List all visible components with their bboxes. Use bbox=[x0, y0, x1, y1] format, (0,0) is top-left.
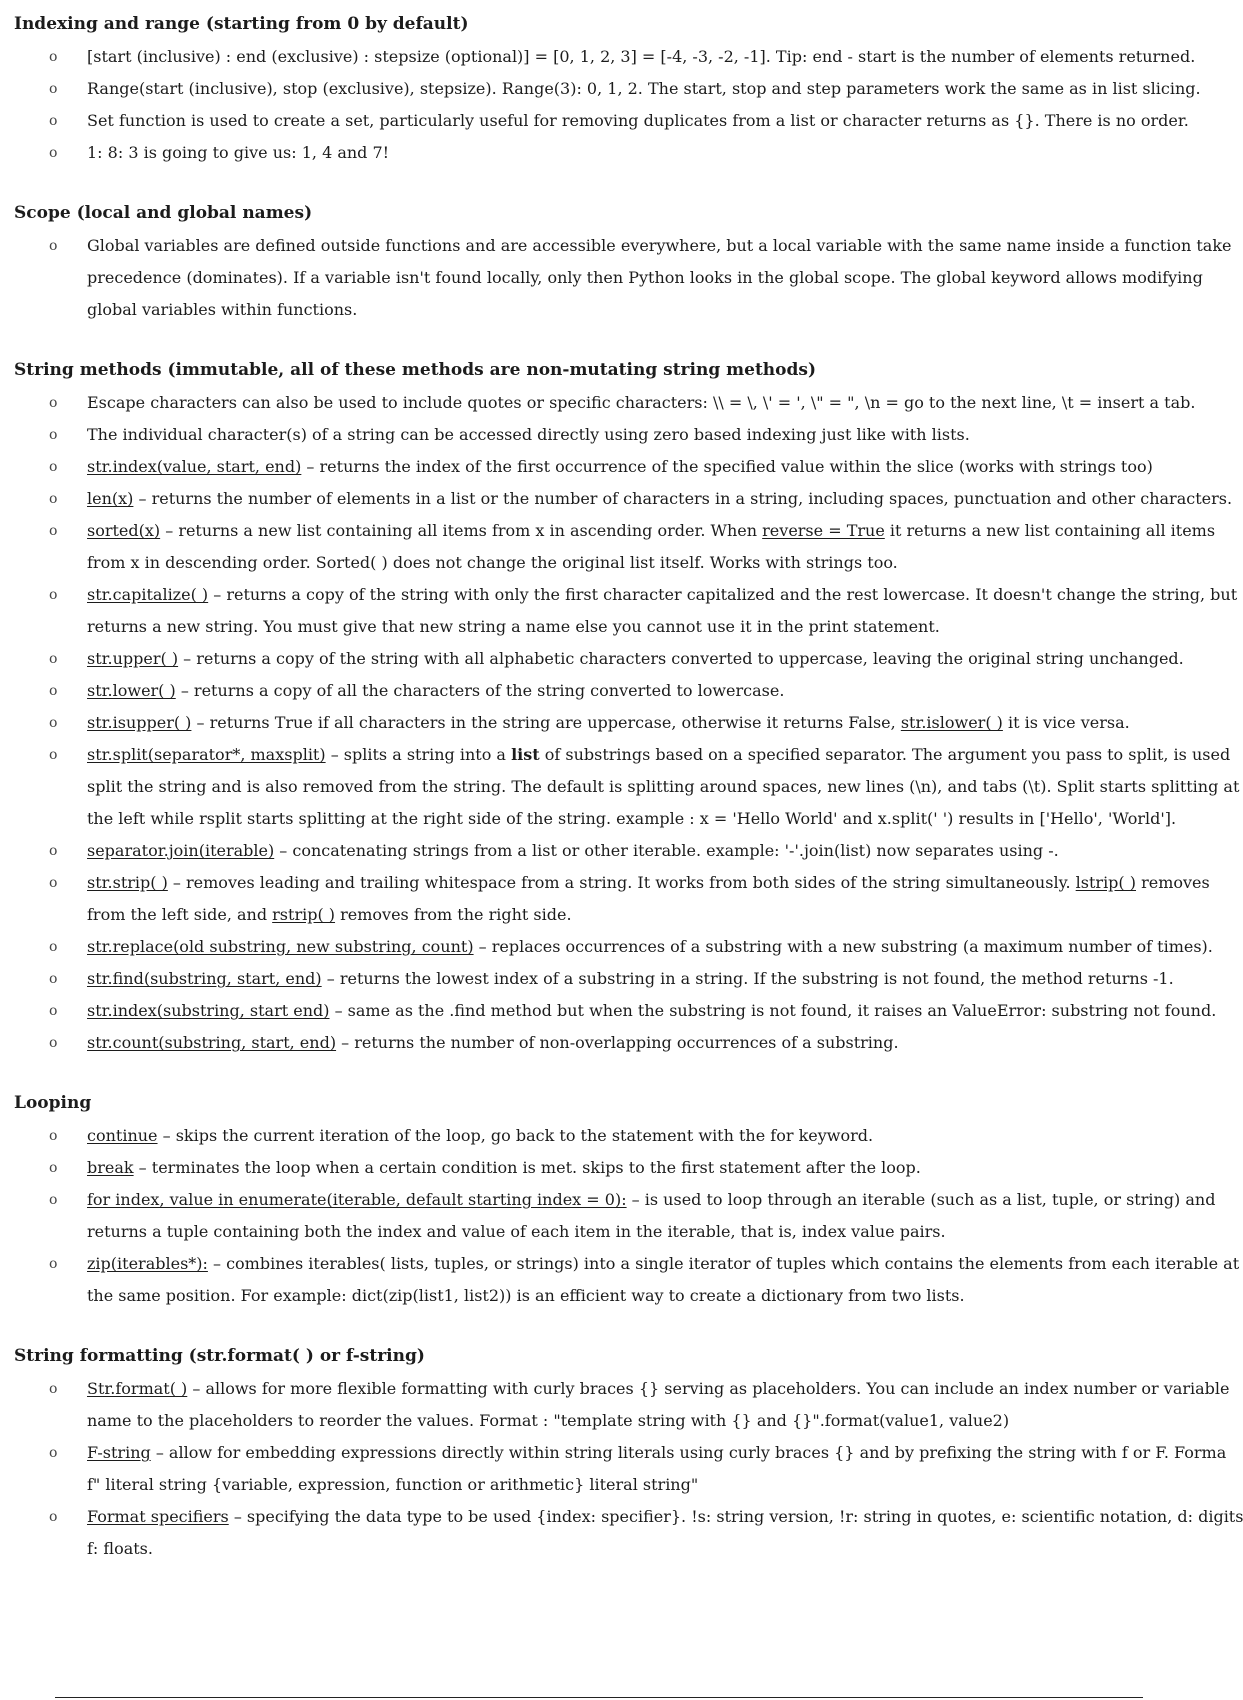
method-name: len(x) bbox=[87, 489, 134, 508]
method-name: str.upper( ) bbox=[87, 649, 179, 668]
method-name: reverse = True bbox=[762, 521, 885, 540]
text-line bbox=[87, 963, 1200, 995]
text-line bbox=[87, 294, 1200, 326]
body-text: returns a tuple containing both the index and value of each item in the iterable, that is, index value pairs. bbox=[87, 1222, 946, 1241]
text-line bbox=[87, 387, 1200, 419]
body-text: – returns the number of elements in a list or the number of characters in a string, including spaces, punctuation and other characters. bbox=[133, 489, 1233, 508]
section-looping bbox=[14, 1093, 1240, 1312]
method-name: str.isupper( ) bbox=[87, 713, 192, 732]
bullet-item bbox=[14, 230, 1232, 326]
method-name: zip(iterables*): bbox=[87, 1254, 208, 1273]
section-string-formatting-str-format-or-f-string bbox=[14, 1346, 1243, 1565]
body-text: – terminates the loop when a certain condition is met. skips to the first statement after the loop. bbox=[133, 1158, 921, 1177]
body-text: – replaces occurrences of a substring with a new substring (a maximum number of times). bbox=[473, 937, 1213, 956]
body-text: [start (inclusive) : end (exclusive) : stepsize (optional)] = [0, 1, 2, 3] = [-4, -3, -2, -1]. Tip: end - start is the number of elements returned. bbox=[87, 47, 1196, 66]
text-line bbox=[87, 611, 1200, 643]
bullet-list bbox=[14, 387, 1240, 1059]
section-heading: String formatting (str.format( ) or f-string) bbox=[14, 1346, 425, 1366]
method-name: str.find(substring, start, end) bbox=[87, 969, 322, 988]
bullet-item bbox=[14, 1027, 1200, 1059]
bullet-item bbox=[14, 867, 1210, 931]
body-text: – returns a new list containing all items from x in ascending order. When bbox=[160, 521, 763, 540]
method-name: str.strip( ) bbox=[87, 873, 168, 892]
body-text: 1: 8: 3 is going to give us: 1, 4 and 7! bbox=[87, 143, 390, 162]
text-line bbox=[87, 707, 1200, 739]
bullet-list bbox=[14, 41, 1200, 169]
text-line bbox=[87, 515, 1216, 547]
text-line bbox=[87, 1184, 1216, 1216]
body-text: name to the placeholders to reorder the values. Format : "template string with {} and {}".format(value1, value2) bbox=[87, 1411, 1010, 1430]
body-text: removes from the right side. bbox=[335, 905, 572, 924]
bullet-item bbox=[14, 835, 1200, 867]
body-text: the left while rsplit starts splitting at the right side of the string. example : x = 'Hello World' and x.split(' ') results in ['Hello', 'World']. bbox=[87, 809, 1177, 828]
body-text: – returns the number of non-overlapping occurrences of a substring. bbox=[336, 1033, 899, 1052]
body-text: – specifying the data type to be used {index: specifier}. !s: string version, !r: string in quotes, e: scientific notation, d: digits bbox=[228, 1507, 1243, 1526]
method-name: F-string bbox=[87, 1443, 151, 1462]
text-line bbox=[87, 73, 1200, 105]
text-line bbox=[87, 1027, 1200, 1059]
bullet-item bbox=[14, 41, 1200, 73]
method-name: separator.join(iterable) bbox=[87, 841, 275, 860]
bullet-item bbox=[14, 643, 1200, 675]
document-body bbox=[14, 14, 1243, 1599]
body-text: it is vice versa. bbox=[1002, 713, 1130, 732]
text-line bbox=[87, 579, 1238, 611]
bullet-item bbox=[14, 137, 1200, 169]
body-text: of substrings based on a specified separator. The argument you pass to split, is used bbox=[539, 745, 1231, 764]
bullet-item bbox=[14, 931, 1213, 963]
body-text: – returns the lowest index of a substring in a string. If the substring is not found, the method returns -1. bbox=[321, 969, 1174, 988]
text-line bbox=[87, 1120, 1200, 1152]
section-heading: Indexing and range (starting from 0 by default) bbox=[14, 14, 469, 34]
bullet-list bbox=[14, 230, 1232, 326]
bullet-item bbox=[14, 739, 1240, 835]
bullet-item bbox=[14, 995, 1217, 1027]
text-line bbox=[87, 1373, 1230, 1405]
bullet-list bbox=[14, 1373, 1243, 1565]
body-text: removes bbox=[1136, 873, 1210, 892]
bullet-item bbox=[14, 1248, 1240, 1312]
text-line bbox=[87, 739, 1231, 771]
text-line bbox=[87, 835, 1200, 867]
bullet-item bbox=[14, 483, 1233, 515]
text-line bbox=[87, 1405, 1200, 1437]
bullet-item bbox=[14, 1120, 1200, 1152]
bullet-item bbox=[14, 419, 1200, 451]
emphasis-text: list bbox=[511, 745, 540, 764]
body-text: – skips the current iteration of the loop, go back to the statement with the for keyword. bbox=[157, 1126, 874, 1145]
method-name: str.islower( ) bbox=[900, 713, 1003, 732]
body-text: Set function is used to create a set, particularly useful for removing duplicates from a list or character returns as {}. There is no order. bbox=[87, 111, 1189, 130]
method-name: lstrip( ) bbox=[1075, 873, 1136, 892]
body-text: global variables within functions. bbox=[87, 300, 358, 319]
text-line bbox=[87, 451, 1200, 483]
body-text: split the string and is also removed from the string. The default is splitting around spaces, new lines (\n), and tabs (\t). Split starts splitting at bbox=[87, 777, 1240, 796]
bullet-item bbox=[14, 675, 1200, 707]
body-text: f" literal string {variable, expression, function or arithmetic} literal string" bbox=[87, 1475, 699, 1494]
body-text: – same as the .find method but when the substring is not found, it raises an ValueError: substring not found. bbox=[329, 1001, 1217, 1020]
method-name: str.count(substring, start, end) bbox=[87, 1033, 337, 1052]
text-line bbox=[87, 1152, 1200, 1184]
text-line bbox=[87, 1501, 1243, 1533]
text-line bbox=[87, 419, 1200, 451]
body-text: – returns a copy of all the characters of the string converted to lowercase. bbox=[175, 681, 785, 700]
text-line bbox=[87, 137, 1200, 169]
body-text: – returns a copy of the string with only the first character capitalized and the rest lowercase. It doesn't change the string, but bbox=[208, 585, 1238, 604]
text-line bbox=[87, 1533, 1200, 1565]
body-text: precedence (dominates). If a variable isn't found locally, only then Python looks in the global scope. The global keyword allows modifying bbox=[87, 268, 1203, 287]
method-name: rstrip( ) bbox=[272, 905, 336, 924]
text-line bbox=[87, 995, 1217, 1027]
bullet-item bbox=[14, 451, 1200, 483]
text-line bbox=[87, 105, 1200, 137]
body-text: – removes leading and trailing whitespace from a string. It works from both sides of the string simultaneously. bbox=[167, 873, 1076, 892]
body-text: – concatenating strings from a list or other iterable. example: '-'.join(list) now separates using -. bbox=[274, 841, 1059, 860]
method-name: Str.format( ) bbox=[87, 1379, 188, 1398]
section-heading: String methods (immutable, all of these methods are non-mutating string methods) bbox=[14, 360, 816, 380]
text-line bbox=[87, 41, 1200, 73]
body-text: it returns a new list containing all items bbox=[884, 521, 1216, 540]
bullet-item bbox=[14, 1501, 1243, 1565]
text-line bbox=[87, 547, 1200, 579]
bullet-item bbox=[14, 515, 1216, 579]
body-text: from x in descending order. Sorted( ) does not change the original list itself. Works with strings too. bbox=[87, 553, 898, 572]
body-text: Escape characters can also be used to include quotes or specific characters: \\ = \, \' = ', \" = ", \n = go to the next line, \t = insert a tab. bbox=[87, 393, 1196, 412]
section-string-methods-immutable-all-of-these-me bbox=[14, 360, 1240, 1059]
method-name: continue bbox=[87, 1126, 158, 1145]
bullet-item bbox=[14, 1373, 1230, 1437]
bullet-item bbox=[14, 579, 1238, 643]
bullet-item bbox=[14, 707, 1200, 739]
method-name: str.split(separator*, maxsplit) bbox=[87, 745, 326, 764]
method-name: str.lower( ) bbox=[87, 681, 176, 700]
body-text: the same position. For example: dict(zip(list1, list2)) is an efficient way to create a dictionary from two lists. bbox=[87, 1286, 965, 1305]
section-heading: Looping bbox=[14, 1093, 92, 1113]
text-line bbox=[87, 643, 1200, 675]
method-name: str.replace(old substring, new substring, count) bbox=[87, 937, 474, 956]
body-text: – allow for embedding expressions directly within string literals using curly braces {} and by prefixing the string with f or F. Forma bbox=[150, 1443, 1227, 1462]
text-line bbox=[87, 1216, 1200, 1248]
body-text: Range(start (inclusive), stop (exclusive), stepsize). Range(3): 0, 1, 2. The start, stop and step parameters work the same as in list slicing. bbox=[87, 79, 1201, 98]
body-text: – allows for more flexible formatting with curly braces {} serving as placeholders. You can include an index number or variable bbox=[187, 1379, 1230, 1398]
method-name: break bbox=[87, 1158, 134, 1177]
body-text: f: floats. bbox=[87, 1539, 153, 1558]
section-indexing-and-range-starting-from-0-by-de bbox=[14, 14, 1200, 169]
method-name: for index, value in enumerate(iterable, default starting index = 0): bbox=[87, 1190, 627, 1209]
bullet-item bbox=[14, 1184, 1216, 1248]
section-scope-local-and-global-names bbox=[14, 203, 1232, 326]
bullet-item bbox=[14, 73, 1200, 105]
body-text: returns a new string. You must give that new string a name else you cannot use it in the print statement. bbox=[87, 617, 940, 636]
text-line bbox=[87, 230, 1232, 262]
text-line bbox=[87, 483, 1233, 515]
bullet-item bbox=[14, 387, 1200, 419]
body-text: – is used to loop through an iterable (such as a list, tuple, or string) and bbox=[626, 1190, 1216, 1209]
body-text: – splits a string into a bbox=[325, 745, 512, 764]
text-line bbox=[87, 867, 1210, 899]
body-text: Global variables are defined outside functions and are accessible everywhere, but a local variable with the same name inside a function take bbox=[87, 236, 1232, 255]
section-heading: Scope (local and global names) bbox=[14, 203, 313, 223]
bullet-list bbox=[14, 1120, 1240, 1312]
body-text: – combines iterables( lists, tuples, or strings) into a single iterator of tuples which contains the elements from each iterable at bbox=[207, 1254, 1240, 1273]
bullet-item bbox=[14, 105, 1200, 137]
text-line bbox=[87, 931, 1213, 963]
bullet-item bbox=[14, 1152, 1200, 1184]
text-line bbox=[87, 771, 1240, 803]
method-name: str.index(substring, start end) bbox=[87, 1001, 330, 1020]
bullet-item bbox=[14, 963, 1200, 995]
text-line bbox=[87, 1280, 1200, 1312]
method-name: sorted(x) bbox=[87, 521, 161, 540]
text-line bbox=[87, 262, 1203, 294]
method-name: str.capitalize( ) bbox=[87, 585, 209, 604]
method-name: str.index(value, start, end) bbox=[87, 457, 302, 476]
text-line bbox=[87, 803, 1200, 835]
body-text: – returns a copy of the string with all alphabetic characters converted to uppercase, leaving the original string unchanged. bbox=[178, 649, 1184, 668]
text-line bbox=[87, 675, 1200, 707]
text-line bbox=[87, 899, 1200, 931]
text-line bbox=[87, 1469, 1200, 1501]
body-text: from the left side, and bbox=[87, 905, 273, 924]
body-text: – returns True if all characters in the string are uppercase, otherwise it returns False, bbox=[191, 713, 901, 732]
body-text: – returns the index of the first occurrence of the specified value within the slice (works with strings too) bbox=[301, 457, 1153, 476]
text-line bbox=[87, 1248, 1240, 1280]
body-text: The individual character(s) of a string can be accessed directly using zero based indexing just like with lists. bbox=[87, 425, 970, 444]
bullet-item bbox=[14, 1437, 1227, 1501]
method-name: Format specifiers bbox=[87, 1507, 229, 1526]
text-line bbox=[87, 1437, 1227, 1469]
footer-rule bbox=[55, 1697, 1143, 1698]
